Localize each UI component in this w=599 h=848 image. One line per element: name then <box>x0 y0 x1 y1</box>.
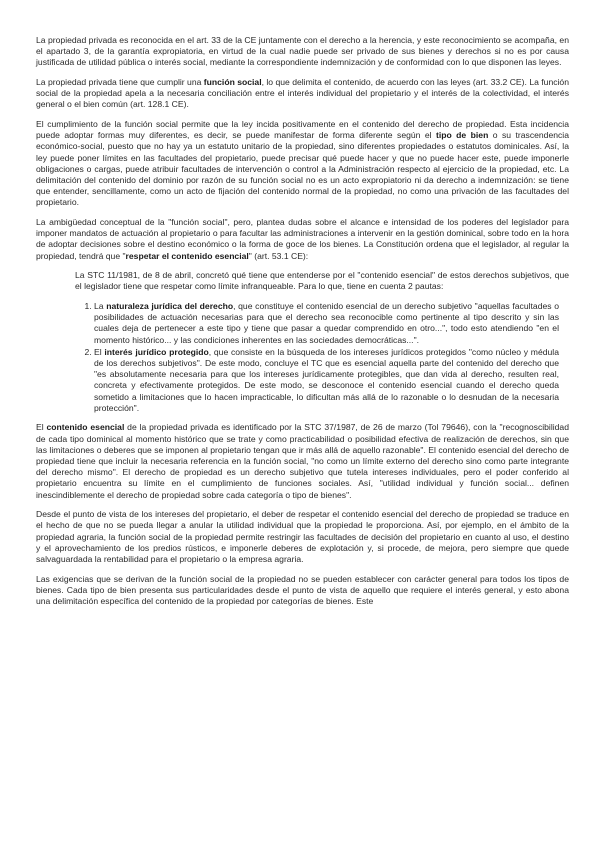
list-item: 2. El interés jurídico protegido, que consiste en la búsqueda de los intereses jurídicos protegidos "como núcleo y médula de los derechos subjetivos". De este modo, concluye el TC que es esencial aquella parte del contenido del derecho que "es absolutamente necesaria para que los intereses jurídicamente protegibles, que dan vida al derecho, resulten real, concreta y efectivamente protegidos. De este modo, se desconoce el contenido esencial cuando el derecho queda sometido a limitaciones que lo hacen impracticable, lo dificultan más allá de lo razonable o lo desnudan de la necesaria protección". <box>94 347 559 414</box>
term-tipo-de-bien: tipo de bien <box>436 130 489 141</box>
term-naturaleza-juridica: naturaleza jurídica del derecho <box>106 301 234 312</box>
list-item: 1. La naturaleza jurídica del derecho, que constituye el contenido esencial de un derecho subjetivo "aquellas facultades o posibilidades de actuación necesarias para que el derecho sea reconocible como pertinente al tipo descrito y sin las cuales deja de pertenecer a este tipo y tiene que pasar a quedar comprendido en otro...", todo esto atendiendo "en el momento histórico... y las condiciones inherentes en las sociedades democráticas...". <box>94 301 559 346</box>
paragraph-contenido-esencial: El contenido esencial de la propiedad privada es identificado por la STC 37/1987, de 26 de marzo (Tol 79646), con la "recognoscibilidad de cada tipo dominical al momento histórico que se trate y como practicabilidad o posibilidad efectiva de realización de derechos, sin que las limitaciones o deberes que se imponen al propietario tengan que ir más allá de aquello razonable". El contenido esencial del derecho de propiedad tiene que incluir la necesaria referencia en la función social, "no como un límite externo del derecho sino como parte integrante del derecho mismo". El derecho de propiedad es un derecho subjetivo que tutela intereses individuales, pero el poder conferido al propietario encuentra su límite en el cumplimiento de funciones sociales. Así, "utilidad individual y función social... definen inescindiblemente el derecho de propiedad sobre cada categoría o tipo de bienes". <box>36 422 569 500</box>
term-contenido-esencial: contenido esencial <box>46 422 125 433</box>
paragraph-art33: La propiedad privada es reconocida en el art. 33 de la CE juntamente con el derecho a la herencia, y este reconocimiento se acompaña, en el apartado 3, de la garantía expropiatoria, en virtud de la cual nadie puede ser privado de sus bienes y derechos si no es por causa justificada de utilidad pública o interés social, mediante la correspondiente indemnización y de conformidad con lo que disponen las leyes. <box>36 35 569 68</box>
paragraph-exigencias: Las exigencias que se derivan de la función social de la propiedad no se pueden establecer con carácter general para todos los tipos de bienes. Cada tipo de bien presenta sus particularidades desde el punto de vista de aquello que requiere el interés general, y esto abona una delimitación específica del contenido de la propiedad por categorías de bienes. Este <box>36 573 569 607</box>
paragraph-funcion-social: La propiedad privada tiene que cumplir una función social, lo que delimita el contenido, de acuerdo con las leyes (art. 33.2 CE). La función social de la propiedad apela a la necesaria conciliación entre el interés individual del propietario y el interés de la colectividad, el interés general o el bien común (art. 128.1 CE). <box>36 77 569 110</box>
paragraph-cumplimiento: El cumplimiento de la función social permite que la ley incida positivamente en el contenido del derecho de propiedad. Esta incidencia puede adoptar formas muy diferentes, es decir, se puede manifestar de forma diferente según el tipo de bien o su trascendencia económico-social, puesto que no hay ya un estatuto unitario de la propiedad, sino diferentes propiedades o estatutos dominicales. Así, la ley puede poner límites en las facultades del propietario, puede precisar qué puede hacer y que no puede hacer este, puede imponerle obligaciones o cargas, puede atribuir facultades de intervención o control a la Administración respecto al ejercicio de la propiedad, etc. La delimitación del contenido del dominio por razón de su función social no es un acto expropiatorio ni da derecho a indemnización: se tiene que entender, sencillamente, como un acto de fijación del contenido normal de la propiedad, no como una privación de las facultades del propietario. <box>36 119 569 208</box>
document-page <box>36 35 569 616</box>
term-interes-juridico: interés jurídico protegido <box>104 346 209 357</box>
paragraph-stc-11-1981: La STC 11/1981, de 8 de abril, concretó qué tiene que entenderse por el "contenido esencial" de estos derechos subjetivos, que el legislador tiene que respetar como límite infranqueable. Para lo que, tiene en cuenta 2 pautas: <box>75 270 569 292</box>
term-respetar-contenido-esencial: respetar el contenido esencial <box>125 250 249 261</box>
pautas-list <box>75 301 559 414</box>
paragraph-intereses-propietario: Desde el punto de vista de los intereses del propietario, el deber de respetar el contenido esencial del derecho de propiedad se traduce en el hecho de que no se pueda llegar a anular la utilidad individual que la propiedad le proporciona. Así, por ejemplo, en el ámbito de la propiedad agraria, la función social de la propiedad permite restringir las facultades de decisión del propietario en cuanto al uso, el destino y el aprovechamiento de los predios rústicos, e imponerle deberes de explotación y, si procede, de mejora, pero siempre que quede salvaguardada la rentabilidad para el propietario o la empresa agraria. <box>36 509 569 565</box>
paragraph-ambiguedad: La ambigüedad conceptual de la "función social", pero, plantea dudas sobre el alcance e intensidad de los poderes del legislador para imponer mandatos de actuación al propietario o para facultar las administraciones a intervenir en la gestión dominical, sobre todo en la hora de adoptar decisiones sobre el destino económico o la forma de goce de los bienes. La Constitución ordena que el legislador, al regular la propiedad, tendrá que "respetar el contenido esencial" (art. 53.1 CE): <box>36 217 569 261</box>
term-funcion-social: función social <box>203 77 262 87</box>
